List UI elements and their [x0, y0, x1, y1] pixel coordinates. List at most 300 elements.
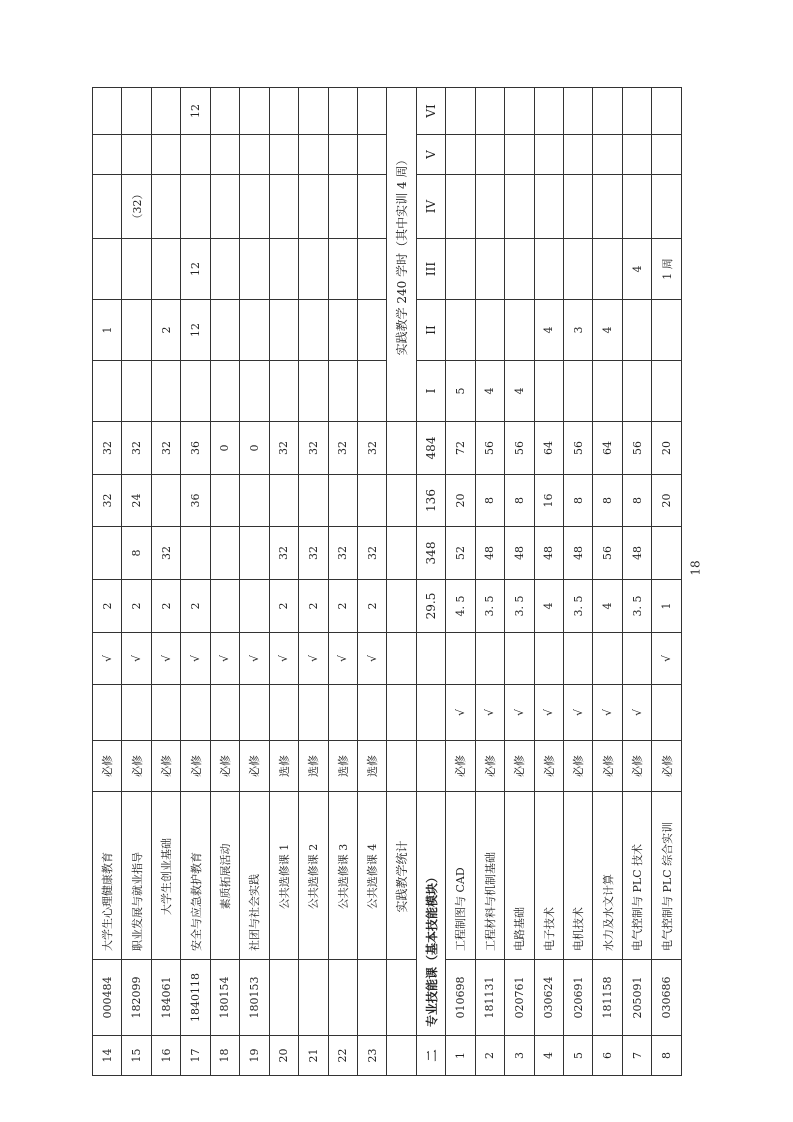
- cell-credit: 3. 5: [505, 580, 534, 633]
- cell-name: 电路基础: [505, 792, 534, 960]
- cell-s2: [652, 300, 682, 361]
- cell-total: 56: [622, 422, 651, 475]
- cell-empty: [387, 685, 416, 741]
- cell-code: 181158: [593, 960, 622, 1036]
- section-credit: 29.5: [416, 580, 445, 633]
- cell-no: 17: [181, 1036, 210, 1076]
- cell-practice: 8: [564, 475, 593, 527]
- cell-credit: 4. 5: [446, 580, 475, 633]
- cell-theory: 48: [534, 527, 563, 580]
- cell-s5: [622, 135, 651, 175]
- cell-empty: [387, 633, 416, 685]
- cell-type: 必修: [181, 741, 210, 792]
- semester-label: III: [416, 239, 445, 300]
- cell-s3: [446, 239, 475, 300]
- cell-theory: 48: [564, 527, 593, 580]
- cell-total: 56: [475, 422, 504, 475]
- cell-s6: [299, 88, 328, 135]
- cell-exam: [357, 685, 386, 741]
- table-row: [622, 88, 651, 1076]
- semester-label: I: [416, 361, 445, 422]
- cell-code: [299, 960, 328, 1036]
- cell-s1: [122, 361, 151, 422]
- cell-check: √: [328, 633, 357, 685]
- cell-s3: 12: [181, 239, 210, 300]
- cell-type: 选修: [357, 741, 386, 792]
- practice-summary-note: 实践教学 240 学时（其中实训 4 周）: [387, 88, 416, 422]
- cell-name: 公共选修课 1: [269, 792, 298, 960]
- cell-s2: [622, 300, 651, 361]
- cell-practice: 32: [93, 475, 122, 527]
- cell-s4: [210, 175, 239, 239]
- cell-total: 64: [593, 422, 622, 475]
- cell-name: 工程材料与机制基础: [475, 792, 504, 960]
- cell-s5: [446, 135, 475, 175]
- cell-s1: [357, 361, 386, 422]
- cell-s5: [593, 135, 622, 175]
- cell-s2: [299, 300, 328, 361]
- cell-practice: 8: [593, 475, 622, 527]
- cell-check: √: [269, 633, 298, 685]
- cell-s5: [505, 135, 534, 175]
- cell-name: 水力及水文计算: [593, 792, 622, 960]
- cell-name: 公共选修课 4: [357, 792, 386, 960]
- cell-check: [505, 633, 534, 685]
- cell-credit: 2: [122, 580, 151, 633]
- cell-s4: [593, 175, 622, 239]
- cell-exam: [652, 685, 682, 741]
- cell-s1: [564, 361, 593, 422]
- cell-total: 56: [505, 422, 534, 475]
- cell-type: 必修: [475, 741, 504, 792]
- cell-s5: [475, 135, 504, 175]
- cell-s5: [151, 135, 180, 175]
- cell-no: [387, 1036, 416, 1076]
- cell-check: [622, 633, 651, 685]
- cell-practice: 8: [622, 475, 651, 527]
- cell-credit: 2: [269, 580, 298, 633]
- cell-s3: 4: [622, 239, 651, 300]
- cell-exam: [328, 685, 357, 741]
- page-number: 18: [688, 560, 703, 576]
- cell-type: 必修: [593, 741, 622, 792]
- cell-type: 必修: [446, 741, 475, 792]
- cell-code: 182099: [122, 960, 151, 1036]
- cell-s1: 4: [475, 361, 504, 422]
- cell-s5: [210, 135, 239, 175]
- cell-name: 公共选修课 3: [328, 792, 357, 960]
- section-total: 484: [416, 422, 445, 475]
- cell-name: 电气控制与 PLC 综合实训: [652, 792, 682, 960]
- cell-s1: [299, 361, 328, 422]
- cell-check: √: [652, 633, 682, 685]
- cell-s1: [593, 361, 622, 422]
- table-row: [299, 88, 328, 1076]
- cell-practice: 16: [534, 475, 563, 527]
- cell-exam: [93, 685, 122, 741]
- cell-credit: 2: [328, 580, 357, 633]
- cell-s6: [93, 88, 122, 135]
- cell-practice: [240, 475, 269, 527]
- cell-code: [387, 960, 416, 1036]
- cell-name: 素质拓展活动: [210, 792, 239, 960]
- cell-name: 大学生心理健康教育: [93, 792, 122, 960]
- cell-type: 选修: [299, 741, 328, 792]
- cell-total: 64: [534, 422, 563, 475]
- cell-s6: [593, 88, 622, 135]
- cell-type: 选修: [328, 741, 357, 792]
- cell-name: 工程制图与 CAD: [446, 792, 475, 960]
- cell-exam: [269, 685, 298, 741]
- cell-code: 180154: [210, 960, 239, 1036]
- cell-theory: 48: [622, 527, 651, 580]
- cell-exam: [151, 685, 180, 741]
- cell-theory: 32: [151, 527, 180, 580]
- section-header-row: [416, 88, 445, 1076]
- cell-type: 必修: [93, 741, 122, 792]
- cell-s2: [446, 300, 475, 361]
- cell-s4: [505, 175, 534, 239]
- cell-exam: √: [475, 685, 504, 741]
- cell-credit: 3. 5: [622, 580, 651, 633]
- cell-no: 6: [593, 1036, 622, 1076]
- table-row: [652, 88, 682, 1076]
- cell-name: 大学生创业基础: [151, 792, 180, 960]
- cell-no: 21: [299, 1036, 328, 1076]
- cell-check: √: [122, 633, 151, 685]
- cell-credit: [240, 580, 269, 633]
- table-row: [210, 88, 239, 1076]
- cell-practice: 8: [505, 475, 534, 527]
- cell-s2: 3: [564, 300, 593, 361]
- cell-s4: [652, 175, 682, 239]
- cell-type: 必修: [564, 741, 593, 792]
- cell-check: √: [240, 633, 269, 685]
- cell-total: 56: [564, 422, 593, 475]
- cell-exam: √: [505, 685, 534, 741]
- semester-label: IV: [416, 175, 445, 239]
- cell-s1: [93, 361, 122, 422]
- cell-credit: 2: [299, 580, 328, 633]
- cell-no: 5: [564, 1036, 593, 1076]
- cell-s6: [534, 88, 563, 135]
- cell-practice: 8: [475, 475, 504, 527]
- cell-s1: 5: [446, 361, 475, 422]
- table-row: [564, 88, 593, 1076]
- cell-theory: [210, 527, 239, 580]
- cell-theory: 56: [593, 527, 622, 580]
- cell-s1: [534, 361, 563, 422]
- cell-name: 安全与应急救护教育: [181, 792, 210, 960]
- cell-s4: [181, 175, 210, 239]
- cell-total: 72: [446, 422, 475, 475]
- cell-empty: [387, 422, 416, 475]
- cell-code: 205091: [622, 960, 651, 1036]
- cell-total: 32: [151, 422, 180, 475]
- cell-s6: [622, 88, 651, 135]
- cell-s4: [475, 175, 504, 239]
- cell-no: 20: [269, 1036, 298, 1076]
- cell-s4: [93, 175, 122, 239]
- cell-code: 180153: [240, 960, 269, 1036]
- cell-s6: [269, 88, 298, 135]
- table-row: [505, 88, 534, 1076]
- cell-total: 32: [299, 422, 328, 475]
- cell-type: 必修: [622, 741, 651, 792]
- cell-code: 1840118: [181, 960, 210, 1036]
- cell-no: 16: [151, 1036, 180, 1076]
- cell-theory: 48: [505, 527, 534, 580]
- cell-total: 0: [210, 422, 239, 475]
- cell-s4: [564, 175, 593, 239]
- cell-code: [357, 960, 386, 1036]
- cell-s4: [622, 175, 651, 239]
- semester-label: V: [416, 135, 445, 175]
- cell-code: [328, 960, 357, 1036]
- cell-total: 0: [240, 422, 269, 475]
- cell-theory: 48: [475, 527, 504, 580]
- cell-s1: [151, 361, 180, 422]
- cell-no: 18: [210, 1036, 239, 1076]
- cell-empty: [416, 633, 445, 685]
- cell-s2: [475, 300, 504, 361]
- cell-s3: [593, 239, 622, 300]
- cell-exam: [240, 685, 269, 741]
- cell-s4: [446, 175, 475, 239]
- cell-empty: [416, 685, 445, 741]
- cell-s2: [357, 300, 386, 361]
- cell-credit: 3. 5: [475, 580, 504, 633]
- cell-code: 030624: [534, 960, 563, 1036]
- cell-s4: [328, 175, 357, 239]
- cell-total: 20: [652, 422, 682, 475]
- cell-s1: [328, 361, 357, 422]
- cell-s6: [652, 88, 682, 135]
- cell-s1: [269, 361, 298, 422]
- cell-exam: [122, 685, 151, 741]
- cell-practice: [210, 475, 239, 527]
- cell-s2: [240, 300, 269, 361]
- cell-total: 32: [357, 422, 386, 475]
- cell-s1: [652, 361, 682, 422]
- cell-credit: [210, 580, 239, 633]
- cell-s1: [210, 361, 239, 422]
- cell-check: [534, 633, 563, 685]
- cell-s3: 1 周: [652, 239, 682, 300]
- cell-s5: [269, 135, 298, 175]
- cell-s6: [357, 88, 386, 135]
- cell-s6: [122, 88, 151, 135]
- practice-summary-row: [387, 88, 416, 1076]
- cell-theory: [652, 527, 682, 580]
- cell-practice: 20: [446, 475, 475, 527]
- cell-s6: [475, 88, 504, 135]
- cell-practice: 20: [652, 475, 682, 527]
- cell-s4: [299, 175, 328, 239]
- cell-exam: [181, 685, 210, 741]
- cell-check: [564, 633, 593, 685]
- cell-s2: [122, 300, 151, 361]
- cell-s1: [240, 361, 269, 422]
- cell-s2: 4: [593, 300, 622, 361]
- cell-s6: [240, 88, 269, 135]
- cell-theory: [181, 527, 210, 580]
- section-title: 专业技能课（基本技能模块）: [416, 792, 445, 1036]
- cell-practice: [328, 475, 357, 527]
- cell-exam: √: [564, 685, 593, 741]
- cell-s1: [622, 361, 651, 422]
- cell-theory: 32: [357, 527, 386, 580]
- cell-check: √: [210, 633, 239, 685]
- cell-type: 必修: [210, 741, 239, 792]
- cell-credit: 4: [534, 580, 563, 633]
- cell-practice: [299, 475, 328, 527]
- semester-label: II: [416, 300, 445, 361]
- cell-type: 必修: [534, 741, 563, 792]
- practice-summary-label: 实践教学统计: [387, 792, 416, 960]
- cell-check: √: [299, 633, 328, 685]
- cell-s5: [240, 135, 269, 175]
- cell-s4: [534, 175, 563, 239]
- cell-no: 4: [534, 1036, 563, 1076]
- cell-s3: [269, 239, 298, 300]
- cell-type: 选修: [269, 741, 298, 792]
- cell-credit: 3. 5: [564, 580, 593, 633]
- cell-s6: [210, 88, 239, 135]
- table-row: [181, 88, 210, 1076]
- cell-check: √: [357, 633, 386, 685]
- cell-name: 电子技术: [534, 792, 563, 960]
- cell-s6: [151, 88, 180, 135]
- cell-s3: [475, 239, 504, 300]
- cell-s1: 4: [505, 361, 534, 422]
- cell-credit: 1: [652, 580, 682, 633]
- cell-empty: [387, 580, 416, 633]
- cell-s3: [299, 239, 328, 300]
- cell-s3: [240, 239, 269, 300]
- cell-s2: 12: [181, 300, 210, 361]
- cell-check: √: [93, 633, 122, 685]
- cell-practice: 36: [181, 475, 210, 527]
- table-row: [122, 88, 151, 1076]
- cell-empty: [387, 527, 416, 580]
- cell-name: 公共选修课 2: [299, 792, 328, 960]
- table-row: [240, 88, 269, 1076]
- cell-s6: [505, 88, 534, 135]
- cell-code: 020761: [505, 960, 534, 1036]
- table-row: [534, 88, 563, 1076]
- cell-s3: [328, 239, 357, 300]
- cell-credit: 2: [181, 580, 210, 633]
- cell-code: 030686: [652, 960, 682, 1036]
- cell-total: 32: [122, 422, 151, 475]
- cell-type: 必修: [240, 741, 269, 792]
- cell-total: 32: [93, 422, 122, 475]
- cell-s3: [534, 239, 563, 300]
- cell-no: 2: [475, 1036, 504, 1076]
- cell-practice: [269, 475, 298, 527]
- cell-total: 36: [181, 422, 210, 475]
- cell-theory: [240, 527, 269, 580]
- cell-s5: [357, 135, 386, 175]
- cell-s4: [357, 175, 386, 239]
- table-row: [328, 88, 357, 1076]
- cell-s2: [210, 300, 239, 361]
- cell-code: [269, 960, 298, 1036]
- cell-s6: [564, 88, 593, 135]
- cell-s3: [564, 239, 593, 300]
- cell-practice: [151, 475, 180, 527]
- cell-no: 8: [652, 1036, 682, 1076]
- cell-check: [446, 633, 475, 685]
- cell-empty: [387, 475, 416, 527]
- cell-type: 必修: [652, 741, 682, 792]
- table-row: [446, 88, 475, 1076]
- cell-s4: [240, 175, 269, 239]
- cell-check: √: [181, 633, 210, 685]
- table-row: [475, 88, 504, 1076]
- cell-name: 职业发展与就业指导: [122, 792, 151, 960]
- cell-s1: [181, 361, 210, 422]
- cell-no: 19: [240, 1036, 269, 1076]
- cell-name: 电气控制与 PLC 技术: [622, 792, 651, 960]
- cell-code: 000484: [93, 960, 122, 1036]
- cell-s4: [151, 175, 180, 239]
- cell-theory: 32: [328, 527, 357, 580]
- cell-s3: [505, 239, 534, 300]
- cell-theory: [93, 527, 122, 580]
- cell-s2: [505, 300, 534, 361]
- cell-credit: 2: [93, 580, 122, 633]
- cell-no: 23: [357, 1036, 386, 1076]
- cell-s5: [564, 135, 593, 175]
- cell-exam: √: [593, 685, 622, 741]
- cell-check: [593, 633, 622, 685]
- cell-type: 必修: [122, 741, 151, 792]
- cell-s4: （32）: [122, 175, 151, 239]
- cell-total: 32: [269, 422, 298, 475]
- cell-s3: [122, 239, 151, 300]
- cell-total: 32: [328, 422, 357, 475]
- cell-theory: 32: [299, 527, 328, 580]
- cell-empty: [387, 741, 416, 792]
- section-practice: 136: [416, 475, 445, 527]
- cell-type: 必修: [151, 741, 180, 792]
- cell-s5: [122, 135, 151, 175]
- cell-s6: [328, 88, 357, 135]
- cell-no: 14: [93, 1036, 122, 1076]
- cell-s4: [269, 175, 298, 239]
- cell-s5: [181, 135, 210, 175]
- cell-s3: [210, 239, 239, 300]
- cell-s5: [328, 135, 357, 175]
- cell-s5: [299, 135, 328, 175]
- cell-code: 010698: [446, 960, 475, 1036]
- cell-credit: 2: [151, 580, 180, 633]
- cell-s5: [93, 135, 122, 175]
- table-row: [357, 88, 386, 1076]
- cell-name: 电机技术: [564, 792, 593, 960]
- cell-s2: 1: [93, 300, 122, 361]
- cell-practice: 24: [122, 475, 151, 527]
- cell-check: [475, 633, 504, 685]
- curriculum-table: [92, 87, 682, 1076]
- section-theory: 348: [416, 527, 445, 580]
- cell-s3: [357, 239, 386, 300]
- cell-check: √: [151, 633, 180, 685]
- table-row: [593, 88, 622, 1076]
- cell-practice: [357, 475, 386, 527]
